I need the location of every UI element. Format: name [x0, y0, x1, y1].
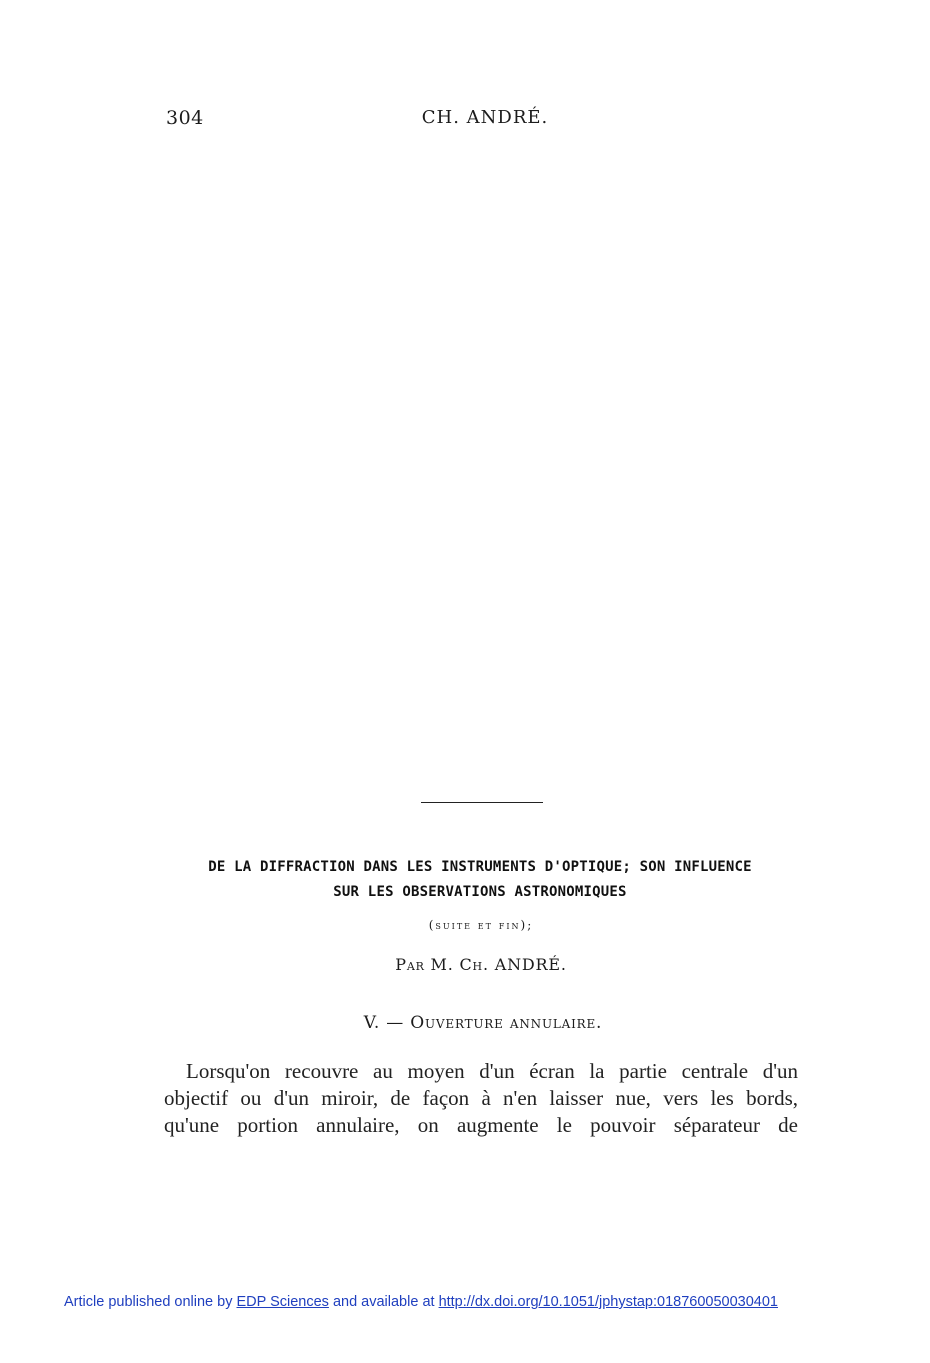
footer-prefix: Article published online by — [64, 1294, 233, 1310]
body-line: qu'une portion annulaire, on augmente le pouvoir séparateur de — [164, 1113, 798, 1137]
body-line: Lorsqu'on recouvre au moyen d'un écran la partie centrale d'un — [186, 1059, 798, 1083]
article-title-line-2: SUR LES OBSERVATIONS ASTRONOMIQUES — [333, 884, 627, 900]
article-title — [150, 855, 810, 905]
body-paragraph — [164, 1058, 798, 1139]
publication-footer — [64, 1294, 778, 1310]
section-number: V. — — [363, 1013, 405, 1033]
separator-rule — [421, 802, 543, 803]
body-line: objectif ou d'un miroir, de façon à n'en laisser nue, vers les bords, — [164, 1086, 798, 1110]
section-title: Ouverture annulaire. — [410, 1013, 603, 1033]
footer-middle: and available at — [332, 1294, 435, 1310]
page-number: 304 — [166, 107, 204, 129]
section-heading — [0, 1013, 930, 1033]
article-title-line-1: DE LA DIFFRACTION DANS LES INSTRUMENTS D'OPTIQUE; SON INFLUENCE — [208, 859, 752, 875]
doi-link[interactable]: http://dx.doi.org/10.1051/jphystap:018760050030401 — [438, 1294, 778, 1310]
running-head: CH. ANDRÉ. — [421, 107, 549, 128]
publisher-link[interactable]: EDP Sciences — [236, 1294, 329, 1310]
article-byline: Par M. Ch. ANDRÉ. — [395, 955, 567, 974]
article-subtitle: (suite et fin); — [428, 918, 534, 932]
